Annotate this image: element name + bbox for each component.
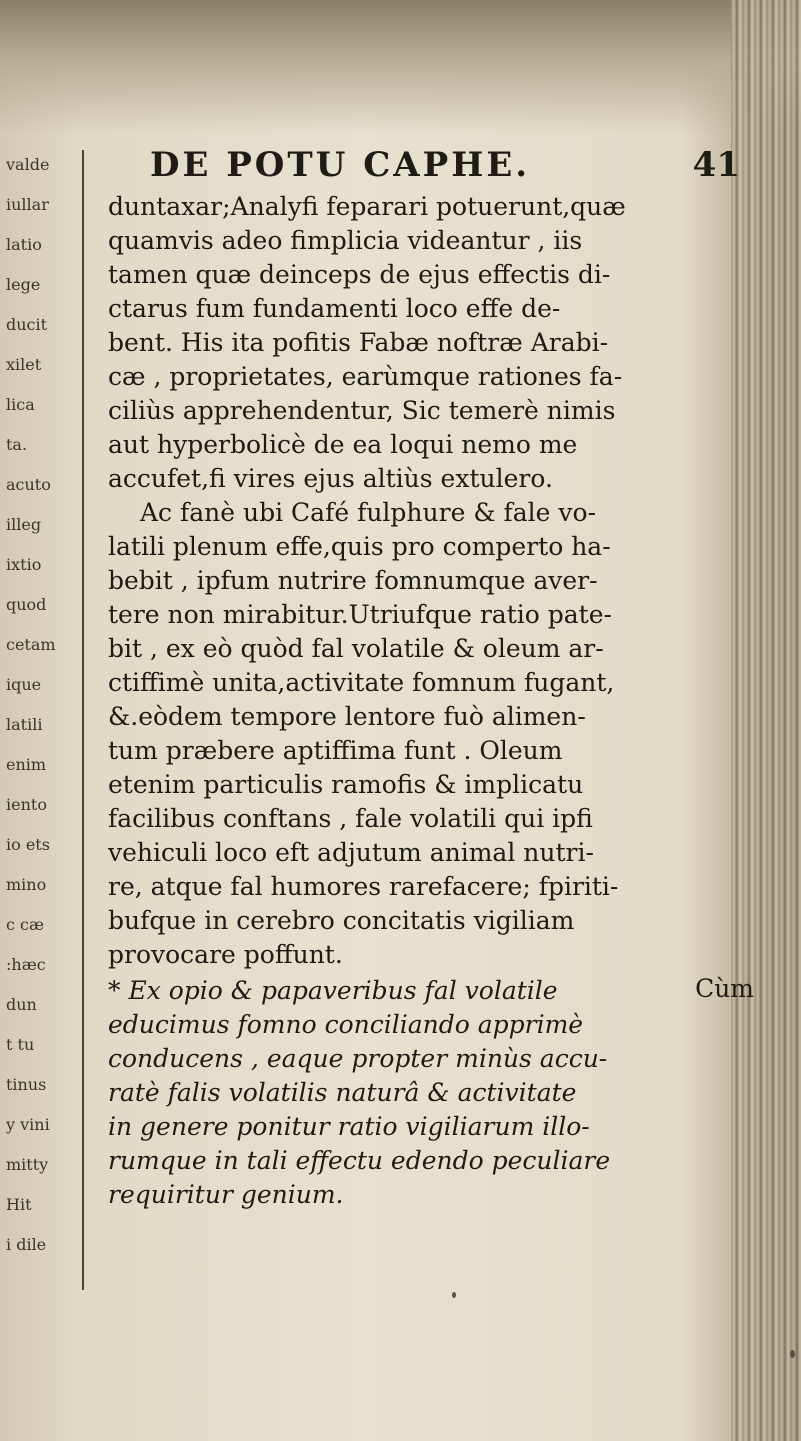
- page-top-shadow: [0, 0, 801, 135]
- gutter-fragment: quod: [6, 595, 47, 614]
- text-line: bufque in cerebro concitatis vigiliam: [108, 906, 575, 935]
- text-line: accufet,fi vires ejus altiùs extulero.: [108, 464, 553, 493]
- footnote-line: rumque in tali effectu edendo peculiare: [108, 1146, 611, 1175]
- gutter-fragment: ta.: [6, 435, 28, 454]
- gutter-fragment: valde: [6, 155, 50, 174]
- paper-speck: [452, 1292, 456, 1298]
- gutter-fragment: dun: [6, 995, 37, 1014]
- gutter-fragment: i dile: [6, 1235, 47, 1254]
- gutter-fragment: t tu: [6, 1035, 35, 1054]
- text-line: facilibus conftans , fale volatili qui ipfi: [108, 804, 593, 833]
- catchword: Cùm: [695, 974, 754, 1003]
- text-line: quamvis adeo fimplicia videantur , iis: [108, 226, 583, 255]
- text-line: tere non mirabitur.Utriufque ratio pate-: [108, 600, 612, 629]
- gutter-fragment: ducit: [6, 315, 48, 334]
- gutter-fragment: acuto: [6, 475, 51, 494]
- footnote-line: ratè falis volatilis naturâ & activitate: [108, 1078, 577, 1107]
- footnote-line: * Ex opio & papaveribus fal volatile: [108, 976, 558, 1005]
- footnote-line: conducens , eaque propter minùs accu-: [108, 1044, 608, 1073]
- text-line: ciliùs apprehendentur, Sic temerè nimis: [108, 396, 616, 425]
- gutter-fragment: c cæ: [6, 915, 45, 934]
- footnote: [108, 974, 758, 1212]
- gutter-fragment: lege: [6, 275, 41, 294]
- text-line: latili plenum effe,quis pro comperto ha-: [108, 532, 611, 561]
- text-line: bit , ex eò quòd fal volatile & oleum ar-: [108, 634, 604, 663]
- text-line: &.eòdem tempore lentore fuò alimen-: [108, 702, 586, 731]
- gutter-fragment: mino: [6, 875, 47, 894]
- text-line: duntaxar;Analyfi feparari potuerunt,quæ: [108, 192, 626, 221]
- gutter-fragment: mitty: [6, 1155, 49, 1174]
- text-line: Ac fanè ubi Café fulphure & fale vo-: [140, 498, 597, 527]
- gutter-fragment: iullar: [6, 195, 49, 214]
- text-line: tamen quæ deinceps de ejus effectis di-: [108, 260, 611, 289]
- margin-rule: [82, 150, 84, 1290]
- header-title: DE POTU CAPHE.: [150, 145, 531, 185]
- gutter-fragment: cetam: [6, 635, 56, 654]
- text-line: re, atque fal humores rarefacere; fpiriti-: [108, 872, 619, 901]
- gutter-fragment: illeg: [6, 515, 42, 534]
- gutter-fragment: iento: [6, 795, 47, 814]
- footnote-line: educimus fomno conciliando apprimè: [108, 1010, 584, 1039]
- gutter-fragment: latili: [6, 715, 43, 734]
- gutter-fragment: xilet: [6, 355, 42, 374]
- text-line: bent. His ita pofitis Fabæ noftræ Arabi-: [108, 328, 609, 357]
- text-line: provocare poffunt.: [108, 940, 343, 969]
- gutter-fragment: ixtio: [6, 555, 42, 574]
- gutter-fragment: tinus: [6, 1075, 47, 1094]
- gutter-fragment: :hæc: [6, 955, 46, 974]
- text-line: tum præbere aptiffima funt . Oleum: [108, 736, 563, 765]
- gutter-fragment: lica: [6, 395, 35, 414]
- gutter-fragment: latio: [6, 235, 42, 254]
- gutter-fragment: io ets: [6, 835, 50, 854]
- text-line: ctiffimè unita,activitate fomnum fugant,: [108, 668, 615, 697]
- text-line: vehiculi loco eft adjutum animal nutri-: [108, 838, 594, 867]
- page-number: 41: [692, 145, 740, 185]
- text-line: etenim particulis ramofis & implicatu: [108, 770, 584, 799]
- text-line: bebit , ipfum nutrire fomnumque aver-: [108, 566, 598, 595]
- paper-speck: [790, 1350, 795, 1358]
- gutter-fragment: y vini: [6, 1115, 50, 1134]
- text-line: cæ , proprietates, earùmque rationes fa-: [108, 362, 623, 391]
- footnote-line: in genere ponitur ratio vigiliarum illo-: [108, 1112, 590, 1141]
- text-line: ctarus fum fundamenti loco effe de-: [108, 294, 561, 323]
- text-line: aut hyperbolicè de ea loqui nemo me: [108, 430, 578, 459]
- footnote-line: requiritur genium.: [108, 1180, 344, 1209]
- gutter-fragment: ique: [6, 675, 42, 694]
- gutter-fragment: enim: [6, 755, 47, 774]
- gutter-fragment: Hit: [6, 1195, 32, 1214]
- facing-page-gutter: [0, 150, 70, 1290]
- running-header: [150, 140, 740, 190]
- main-text: [108, 190, 758, 1006]
